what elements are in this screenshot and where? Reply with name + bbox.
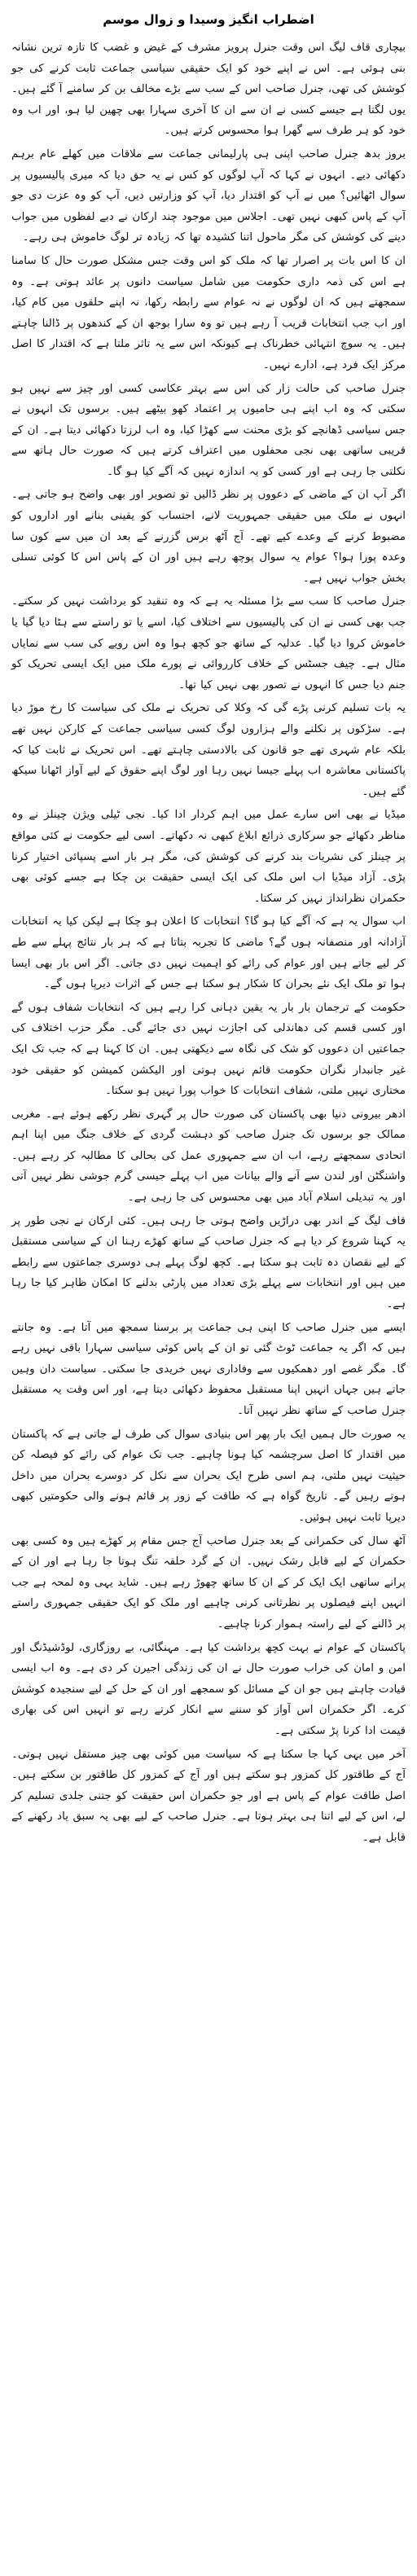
article-paragraph: حکومت کے ترجمان بار بار یہ یقین دہانی کرا رہے ہیں کہ انتخابات شفاف ہوں گے اور کسی قسم کی دھاندلی کی اجازت نہیں دی جائے گی۔ مگر حزب اختلاف کی جماعتیں ان دعووں کو شک کی نگاہ سے دیکھتی ہیں۔ ان کا کہنا ہے کہ جب تک ایک غیر جانبدار نگران حکومت قائم نہیں ہوتی اور الیکشن کمیشن کو حقیقی خود مختاری نہیں ملتی، شفاف انتخابات کا خواب پورا نہیں ہو سکتا۔ [11,1001,406,1098]
column-headline: اضطراب انگیز وسیدا و زوال موسم [103,12,314,27]
article-paragraph: آخر میں یہی کہا جا سکتا ہے کہ سیاست میں کوئی بھی چیز مستقل نہیں ہوتی۔ آج کے طاقتور کل کمزور ہو سکتے ہیں اور آج کے کمزور کل طاقتور بن سکتے ہیں۔ اصل طاقت عوام کے پاس ہے اور جو حکمران اس حقیقت کو جتنی جلدی تسلیم کر لے، اس کے لیے اتنا ہی بہتر ہوتا ہے۔ جنرل صاحب کے لیے بھی یہ سبق یاد رکھنے کے قابل ہے۔ [11,1748,406,1844]
article-paragraph: جنرل صاحب کا سب سے بڑا مسئلہ یہ ہے کہ وہ تنقید کو برداشت نہیں کر سکتے۔ جب بھی کسی نے ان کی پالیسیوں سے اختلاف کیا، اسے یا تو راستے سے ہٹا دیا گیا یا خاموش کروا دیا گیا۔ عدلیہ کے ساتھ جو کچھ ہوا وہ اس رویے کی سب سے نمایاں مثال ہے۔ چیف جسٹس کے خلاف کارروائی نے پورے ملک میں ایک ایسی تحریک کو جنم دیا جس کا انہوں نے تصور بھی نہیں کیا تھا۔ [11,595,406,691]
article-paragraph: پاکستان کے عوام نے بہت کچھ برداشت کیا ہے۔ مہنگائی، بے روزگاری، لوڈشیڈنگ اور امن و امان کی خراب صورت حال نے ان کی زندگی اجیرن کر دی ہے۔ وہ اب ایسی قیادت چاہتے ہیں جو ان کے مسائل کو سمجھے اور ان کے حل کے لیے سنجیدہ کوشش کرے۔ اگر حکمران اس آواز کو سننے سے انکار کرتے رہے تو انہیں اس کی بھاری قیمت ادا کرنا پڑ سکتی ہے۔ [11,1641,406,1737]
article-paragraph: میڈیا نے بھی اس سارے عمل میں اہم کردار ادا کیا۔ نجی ٹیلی ویژن چینلز نے وہ مناظر دکھائے جو سرکاری ذرائع ابلاغ کبھی نہ دکھاتے۔ اسی لیے حکومت نے کئی مواقع پر چینلز کی نشریات بند کرنے کی کوشش کی، مگر ہر بار اسے پسپائی اختیار کرنا پڑی۔ آزاد میڈیا اب اس ملک کی ایک ایسی حقیقت بن چکا ہے جسے کوئی بھی حکمران نظرانداز نہیں کر سکتا۔ [11,809,406,905]
article-paragraph: بروز بدھ جنرل صاحب اپنی ہی پارلیمانی جماعت سے ملاقات میں کھلے عام برہم دکھائی دیے۔ انہوں نے کہا کہ آپ لوگوں کو کس نے یہ حق دیا کہ میری پالیسیوں پر سوال اٹھائیں؟ میں نے آپ کو اقتدار دیا، آپ کو وزارتیں دیں، آپ کو وہ عزت دی جو آپ کے پاس کبھی نہیں تھی۔ اجلاس میں موجود چند ارکان نے دبے لفظوں میں جواب دینے کی کوشش کی مگر ماحول اتنا کشیدہ تھا کہ زیادہ تر لوگ خاموش ہی رہے۔ [11,147,406,244]
article-paragraph: ایسے میں جنرل صاحب کا اپنی ہی جماعت پر برسنا سمجھ میں آتا ہے۔ وہ جانتے ہیں کہ اگر یہ جماعت ٹوٹ گئی تو ان کے پاس کوئی سیاسی سہارا باقی نہیں رہے گا۔ مگر غصے اور دھمکیوں سے وفاداری نہیں خریدی جا سکتی۔ سیاست دان وہیں جاتے ہیں جہاں انہیں اپنا مستقبل محفوظ دکھائی دیتا ہے، اور اس وقت یہ مستقبل جنرل صاحب کے ساتھ نظر نہیں آتا۔ [11,1321,406,1417]
article-paragraph: یہ بات تسلیم کرنی پڑے گی کہ وکلا کی تحریک نے ملک کی سیاست کا رخ موڑ دیا ہے۔ سڑکوں پر نکلنے والے ہزاروں لوگ کسی سیاسی جماعت کے کارکن نہیں تھے بلکہ عام شہری تھے جو قانون کی بالادستی چاہتے تھے۔ اس تحریک نے ثابت کیا کہ پاکستانی معاشرہ اب پہلے جیسا نہیں رہا اور لوگ اپنے حقوق کے لیے آواز اٹھانا سیکھ گئے ہیں۔ [11,702,406,798]
article-paragraph: ان کا اس بات پر اصرار تھا کہ ملک کو اس وقت جس مشکل صورت حال کا سامنا ہے اس کی ذمہ داری حکومت میں شامل سیاست دانوں پر عائد ہوتی ہے۔ وہ سمجھتے ہیں کہ ان لوگوں نے نہ عوام سے رابطہ رکھا، نہ اپنے حلقوں میں کام کیا، اور اب جب انتخابات قریب آ رہے ہیں تو وہ سارا بوجھ ان کے کندھوں پر ڈالنا چاہتے ہیں۔ یہ سوچ انتہائی خطرناک ہے کیونکہ اس سے یہ تاثر ملتا ہے کہ اقتدار کا اصل مرکز ایک فرد ہے، ادارے نہیں۔ [11,254,406,371]
article-paragraph: اب سوال یہ ہے کہ آگے کیا ہو گا؟ انتخابات کا اعلان ہو چکا ہے لیکن کیا یہ انتخابات آزادانہ اور منصفانہ ہوں گے؟ ماضی کا تجربہ بتاتا ہے کہ ہر بار نتائج پہلے سے طے کر لیے جاتے ہیں اور عوام کی رائے کو اہمیت نہیں دی جاتی۔ اگر اس بار بھی ایسا ہوا تو ملک ایک نئے بحران کا شکار ہو سکتا ہے جس کے اثرات دیرپا ہوں گے۔ [11,915,406,991]
article-paragraph: ادھر بیرونی دنیا بھی پاکستان کی صورت حال پر گہری نظر رکھے ہوئے ہے۔ مغربی ممالک جو برسوں تک جنرل صاحب کو دہشت گردی کے خلاف جنگ میں اپنا اہم اتحادی سمجھتے رہے، اب ان سے جمہوری عمل کی بحالی کا مطالبہ کر رہے ہیں۔ واشنگٹن اور لندن سے آنے والے بیانات میں اب پہلے جیسی گرم جوشی نظر نہیں آتی اور یہ تبدیلی اسلام آباد میں بھی محسوس کی جا رہی ہے۔ [11,1108,406,1205]
article-paragraph: جنرل صاحب کی حالت زار کی اس سے بہتر عکاسی کسی اور چیز سے نہیں ہو سکتی کہ وہ اب اپنے ہی حامیوں پر اعتماد کھو بیٹھے ہیں۔ برسوں تک انہوں نے جس سیاسی ڈھانچے کو بڑی محنت سے کھڑا کیا، وہ اب لرزتا دکھائی دیتا ہے۔ ان کے قریبی ساتھی بھی نجی محفلوں میں اعتراف کرتے ہیں کہ صورت حال ہاتھ سے نکلتی جا رہی ہے اور کسی کو یہ اندازہ نہیں کہ آگے کیا ہو گا۔ [11,382,406,478]
article-paragraph: آٹھ سال کی حکمرانی کے بعد جنرل صاحب آج جس مقام پر کھڑے ہیں وہ کسی بھی حکمران کے لیے قابل رشک نہیں۔ ان کے گرد حلقہ تنگ ہوتا جا رہا ہے اور ان کے پرانے ساتھی ایک ایک کر کے ان کا ساتھ چھوڑ رہے ہیں۔ شاید یہی وہ لمحہ ہے جب انہیں اپنے فیصلوں پر نظرثانی کرنی چاہیے اور ملک کو ایک حقیقی جمہوری راستے پر ڈالنے کے لیے راستہ ہموار کرنا چاہیے۔ [11,1534,406,1630]
article-paragraph: اگر آپ ان کے ماضی کے دعووں پر نظر ڈالیں تو تصویر اور بھی واضح ہو جاتی ہے۔ انہوں نے ملک میں حقیقی جمہوریت لانے، احتساب کو یقینی بنانے اور اداروں کو مضبوط کرنے کے وعدے کیے تھے۔ آج آٹھ برس گزرنے کے بعد ان میں سے کون سا وعدہ پورا ہوا؟ عوام یہ سوال پوچھ رہے ہیں اور ان کے پاس اس کا کوئی تسلی بخش جواب نہیں ہے۔ [11,489,406,585]
article-paragraph: یہ صورت حال ہمیں ایک بار پھر اس بنیادی سوال کی طرف لے جاتی ہے کہ پاکستان میں اقتدار کا اصل سرچشمہ کیا ہونا چاہیے۔ جب تک عوام کی رائے کو فیصلہ کن حیثیت نہیں ملتی، ہم اسی طرح ایک بحران سے نکل کر دوسرے بحران میں داخل ہوتے رہیں گے۔ تاریخ گواہ ہے کہ طاقت کے زور پر قائم ہونے والی حکومتیں کبھی دیرپا ثابت نہیں ہوئیں۔ [11,1428,406,1524]
article-paragraph: قاف لیگ کے اندر بھی دراڑیں واضح ہوتی جا رہی ہیں۔ کئی ارکان نے نجی طور پر یہ کہنا شروع کر دیا ہے کہ جنرل صاحب کے ساتھ کھڑے رہنا ان کے سیاسی مستقبل کے لیے نقصان دہ ثابت ہو سکتا ہے۔ کچھ لوگ پہلے ہی دوسری جماعتوں سے رابطے میں ہیں اور انتخابات سے پہلے بڑی تعداد میں پارٹی بدلنے کا امکان ظاہر کیا جا رہا ہے۔ [11,1214,406,1311]
article-paragraph: بیچاری قاف لیگ اس وقت جنرل پرویز مشرف کے غیض و غضب کا تازہ ترین نشانہ بنی ہوئی ہے۔ اس نے اپنے خود کو ایک حقیقی سیاسی جماعت ثابت کرنے کی جو کوشش کی تھی، جنرل صاحب اس کے سب سے بڑے مخالف بن کر سامنے آ گئے ہیں۔ یوں لگتا ہے جیسے کسی نے ان سے ان کا آخری سہارا بھی چھین لیا ہو، اور اب وہ خود کو ہر طرف سے گھرا ہوا محسوس کرتے ہیں۔ [11,42,406,138]
article-body [11,37,406,1848]
